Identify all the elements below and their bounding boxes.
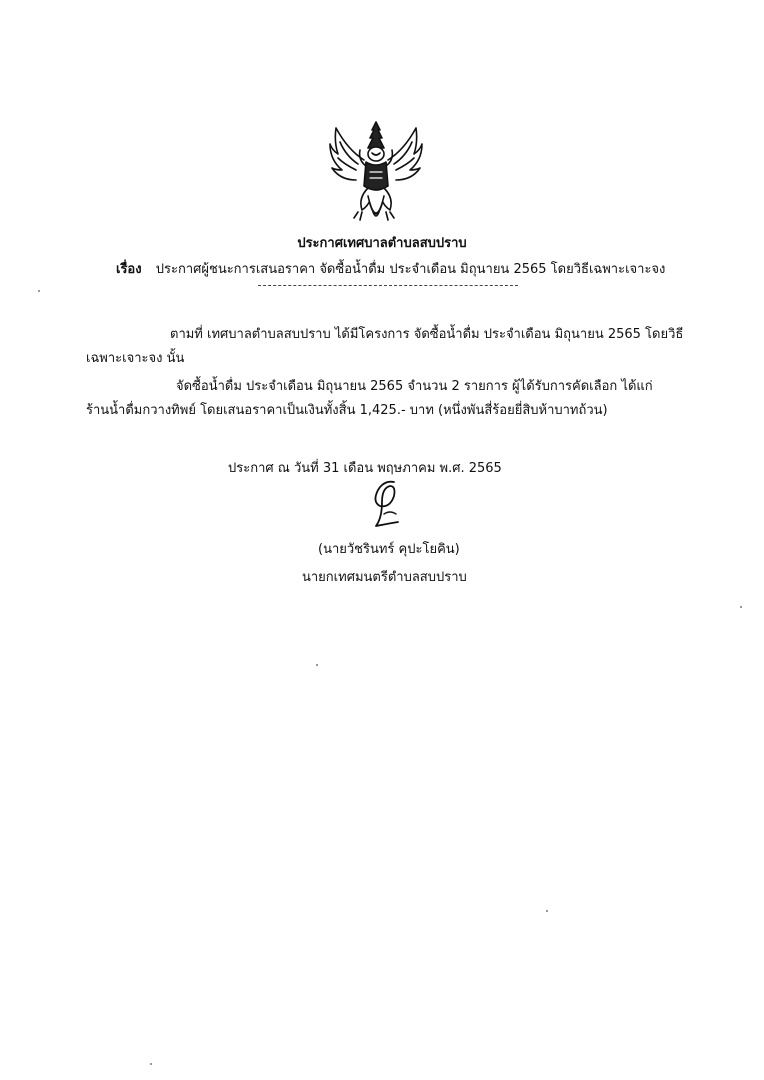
scan-speck [740, 606, 742, 608]
document-title: ประกาศเทศบาลตำบลสบปราบ [297, 236, 467, 251]
scan-speck [38, 290, 40, 292]
paragraph-2-line-2: ร้านน้ำดื่มกวางทิพย์ โดยเสนอราคาเป็นเงินทั้งสิ้น 1,425.- บาท (หนึ่งพันสี่ร้อยยี่สิบห้าบาทถ้วน) [86, 403, 608, 418]
subject-label: เรื่อง [116, 262, 142, 277]
announcement-date: ประกาศ ณ วันที่ 31 เดือน พฤษภาคม พ.ศ. 2565 [228, 461, 502, 476]
paragraph-1-line-1: ตามที่ เทศบาลตำบลสบปราบ ได้มีโครงการ จัดซื้อน้ำดื่ม ประจำเดือน มิถุนายน 2565 โดยวิธี [170, 327, 684, 342]
paragraph-2 [86, 375, 686, 423]
paragraph-1-line-2: เฉพาะเจาะจง นั้น [86, 351, 185, 366]
divider-line [258, 285, 518, 286]
signer-position: นายกเทศมนตรีตำบลสบปราบ [302, 570, 467, 585]
signer-name: (นายวัชรินทร์ คุปะโยคิน) [318, 542, 460, 557]
scan-speck [316, 664, 318, 666]
subject-text: ประกาศผู้ชนะการเสนอราคา จัดซื้อน้ำดื่ม ประจำเดือน มิถุนายน 2565 โดยวิธีเฉพาะเจาะจง [155, 262, 666, 277]
signature-icon [364, 478, 414, 530]
scan-speck [546, 910, 548, 912]
subject-line [116, 258, 665, 279]
paragraph-2-line-1: จัดซื้อน้ำดื่ม ประจำเดือน มิถุนายน 2565 จำนวน 2 รายการ ผู้ได้รับการคัดเลือก ได้แก่ [176, 379, 653, 394]
paragraph-1 [86, 323, 686, 371]
scan-speck [150, 1063, 152, 1065]
garuda-emblem-icon [328, 120, 424, 232]
